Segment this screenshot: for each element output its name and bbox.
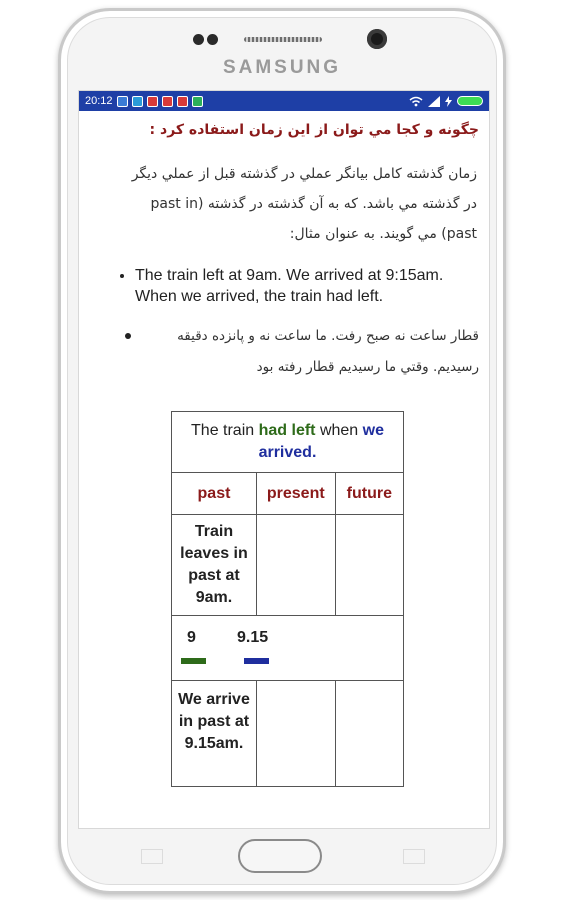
caption-text: when bbox=[315, 422, 363, 439]
example-list bbox=[89, 265, 479, 307]
status-time: 20:12 bbox=[85, 95, 113, 107]
paragraph-line: زمان گذشته کامل بيانگر عملي در گذشته قبل از عملي ديگر bbox=[131, 166, 477, 182]
back-button[interactable] bbox=[403, 849, 425, 864]
app-icon bbox=[117, 96, 128, 107]
app-icon bbox=[147, 96, 158, 107]
article-content bbox=[79, 121, 489, 787]
phone-frame bbox=[58, 8, 506, 894]
battery-icon bbox=[457, 96, 483, 106]
timeline-caption bbox=[172, 412, 404, 473]
phone-screen bbox=[78, 90, 490, 829]
home-button[interactable] bbox=[238, 839, 322, 873]
app-icon bbox=[177, 96, 188, 107]
app-icon bbox=[192, 96, 203, 107]
brand-logo: SAMSUNG bbox=[222, 57, 342, 78]
empty-cell bbox=[256, 681, 335, 787]
caption-period: . bbox=[311, 444, 317, 461]
recent-apps-button[interactable] bbox=[141, 849, 163, 864]
header-future: future bbox=[335, 473, 403, 515]
we-arrive-cell: We arrive in past at 9.15am. bbox=[172, 681, 257, 787]
wifi-icon bbox=[409, 96, 423, 107]
empty-cell bbox=[256, 515, 335, 616]
sensor-icon bbox=[193, 34, 204, 45]
example-persian bbox=[89, 321, 479, 383]
example-english: • The train left at 9am. We arrived at 9:15am. When we arrived, the train had left. bbox=[135, 265, 479, 307]
article-paragraph bbox=[89, 159, 477, 249]
header-present: present bbox=[256, 473, 335, 515]
charging-icon bbox=[445, 96, 452, 107]
bullet-icon bbox=[125, 333, 131, 339]
timeline-table bbox=[171, 411, 404, 787]
header-past: past bbox=[172, 473, 257, 515]
front-camera-icon bbox=[367, 29, 387, 49]
empty-cell bbox=[335, 681, 403, 787]
paragraph-line: در گذشته مي باشد. که به آن گذشته در گذشته (past in bbox=[150, 196, 477, 212]
article-heading: چگونه و کجا مي توان از اين زمان استفاده کرد : bbox=[149, 122, 479, 138]
green-marker bbox=[181, 658, 206, 664]
timeline-marks bbox=[172, 616, 404, 681]
blue-marker bbox=[244, 658, 269, 664]
mark-9: 9 bbox=[187, 629, 196, 646]
sensor-icon bbox=[207, 34, 218, 45]
signal-icon bbox=[428, 96, 440, 107]
app-icon bbox=[162, 96, 173, 107]
paragraph-line: past) مي گويند. به عنوان مثال: bbox=[289, 226, 477, 242]
caption-text: The train bbox=[191, 422, 259, 439]
speaker-grille bbox=[244, 37, 322, 42]
caption-we-arrived: we arrived bbox=[258, 422, 384, 461]
app-icon bbox=[132, 96, 143, 107]
persian-line: رسيديم. وقتي ما رسيديم قطار رفته بود bbox=[256, 359, 479, 375]
mark-915: 9.15 bbox=[237, 629, 269, 646]
persian-line: قطار ساعت نه صبح رفت. ما ساعت نه و پانزده دقيقه bbox=[177, 328, 479, 344]
status-bar bbox=[79, 91, 489, 111]
train-leaves-cell: Train leaves in past at 9am. bbox=[172, 515, 257, 616]
empty-cell bbox=[335, 515, 403, 616]
caption-had-left: had left bbox=[258, 422, 316, 439]
